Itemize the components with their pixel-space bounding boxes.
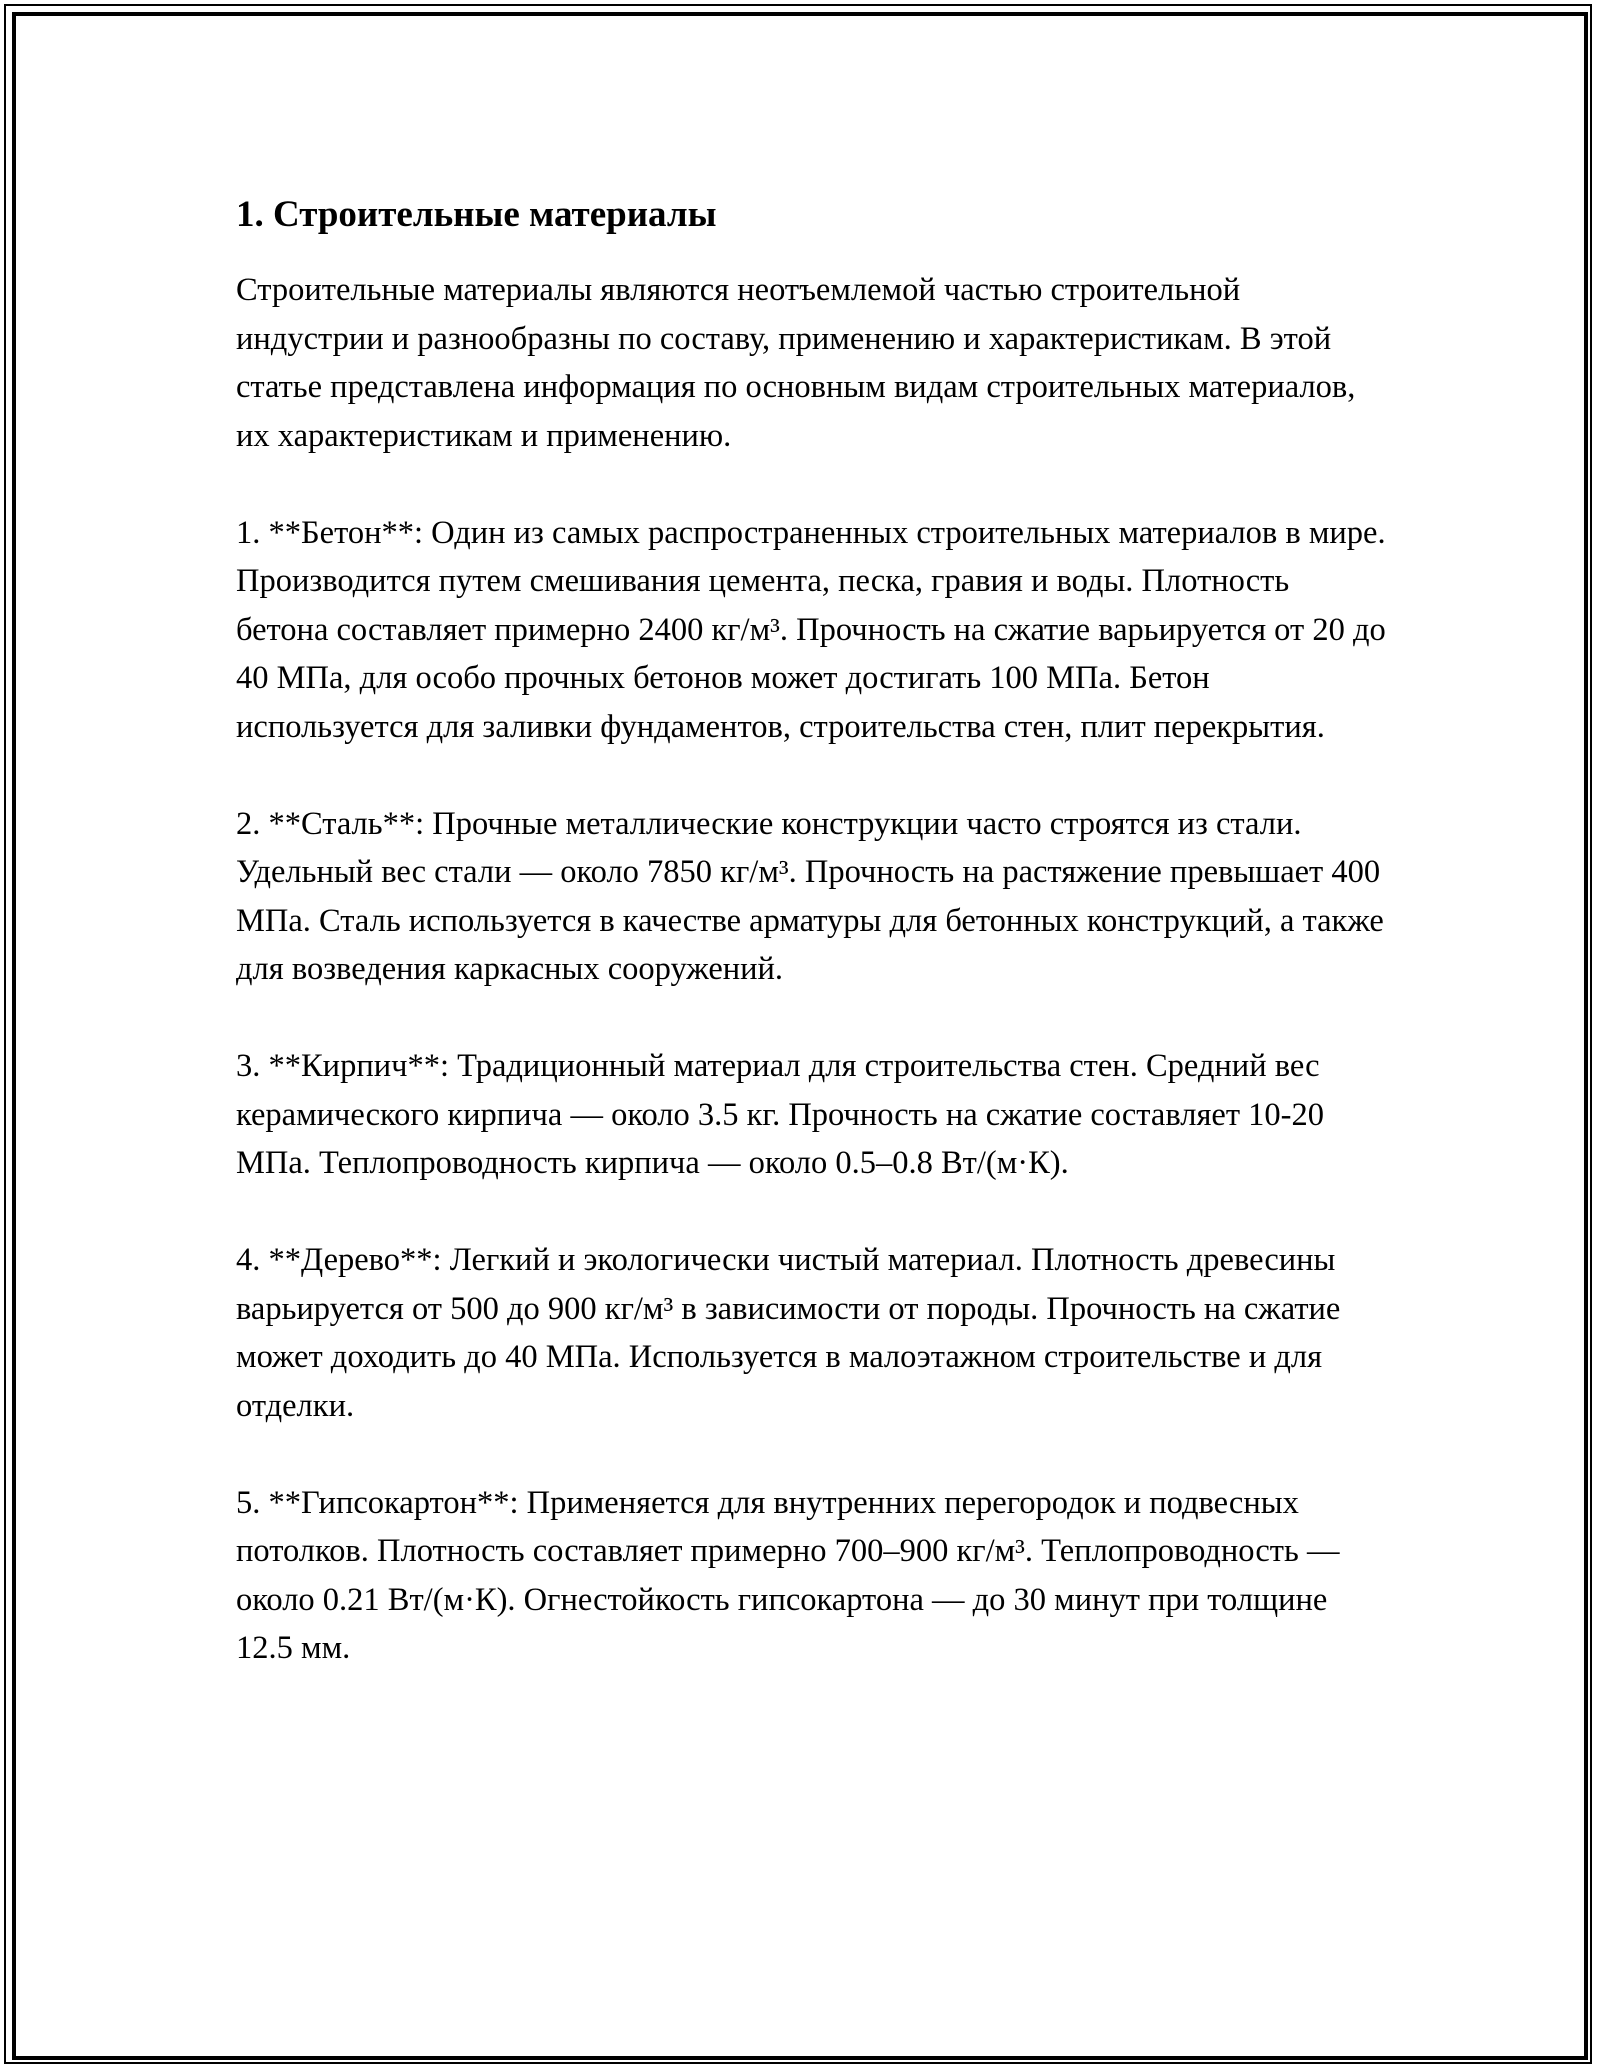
paragraph-wood: 4. **Дерево**: Легкий и экологически чистый материал. Плотность древесины варьируется от 500 до 900 кг/м³ в зависимости от породы. Прочность на сжатие может доходить до 40 МПа. Используется в малоэтажном строительстве и для отделки. <box>236 1242 1341 1424</box>
paragraph-drywall: 5. **Гипсокартон**: Применяется для внутренних перегородок и подвесных потолков. Плотность составляет примерно 700–900 кг/м³. Теплопроводность — около 0.21 Вт/(м·К). Огнестойкость гипсокартона — до 30 минут при толщине 12.5 мм. <box>236 1484 1340 1666</box>
paragraph-concrete: 1. **Бетон**: Один из самых распространенных строительных материалов в мире. Производится путем смешивания цемента, песка, гравия и воды. Плотность бетона составляет примерно 2400 кг/м³. Прочность на сжатие варьируется от 20 до 40 МПа, для особо прочных бетонов может достигать 100 МПа. Бетон используется для заливки фундаментов, строительства стен, плит перекрытия. <box>236 514 1386 745</box>
intro-paragraph: Строительные материалы являются неотъемлемой частью строительной индустрии и разнообразны по составу, применению и характеристикам. В этой статье представлена информация по основным видам строительных материалов, их характеристикам и применению. <box>236 272 1356 454</box>
paragraph-brick: 3. **Кирпич**: Традиционный материал для строительства стен. Средний вес керамического кирпича — около 3.5 кг. Прочность на сжатие составляет 10-20 МПа. Теплопроводность кирпича — около 0.5–0.8 Вт/(м·К). <box>236 1048 1324 1181</box>
document-title: 1. Строительные материалы <box>236 194 717 235</box>
document-body <box>236 190 1386 1721</box>
paragraph-steel: 2. **Сталь**: Прочные металлические конструкции часто строятся из стали. Удельный вес стали — около 7850 кг/м³. Прочность на растяжение превышает 400 МПа. Сталь используется в качестве арматуры для бетонных конструкций, а также для возведения каркасных сооружений. <box>236 805 1384 987</box>
